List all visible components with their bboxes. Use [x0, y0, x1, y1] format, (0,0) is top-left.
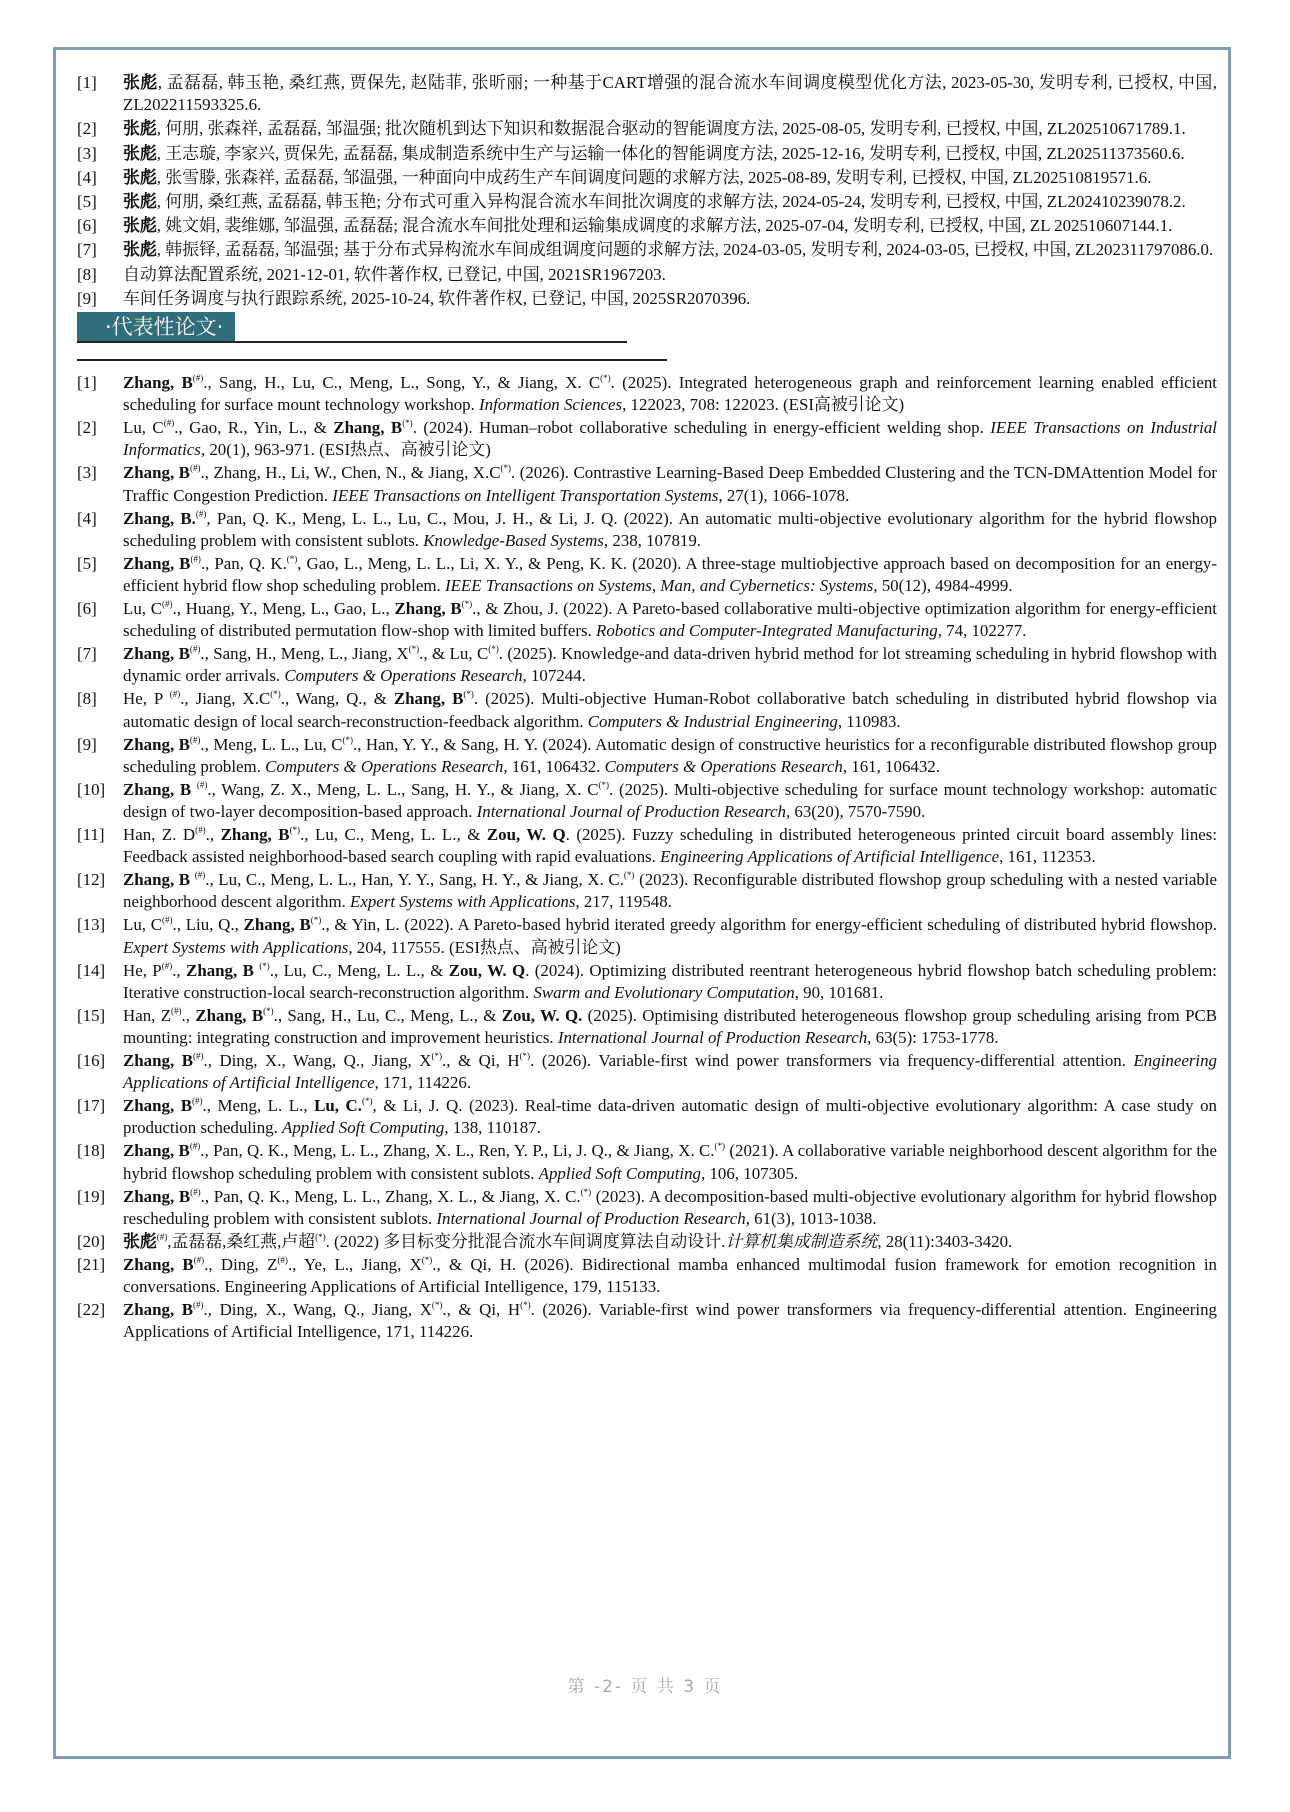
paper-item [77, 779, 1217, 823]
reference-fragment: (2021). A collaborative variable neighborhood descent algorithm for the hybrid flowshop scheduling problem with consistent sublots. [123, 1141, 1217, 1183]
reference-number: [6] [77, 216, 97, 236]
reference-number: [15] [77, 1005, 106, 1025]
paper-item [77, 1140, 1217, 1184]
reference-fragment: ., Sang, H., Lu, C., Meng, L., Song, Y., & Jiang, X. C [203, 373, 601, 393]
author-name: Zhang, B [123, 1141, 190, 1161]
reference-fragment: ,孟磊磊,桑红燕,卢超 [167, 1231, 316, 1251]
reference-fragment: . (2025). Knowledge-and data-driven hybrid method for lot streaming scheduling in hybrid flowshop with dynamic order arrivals. [123, 644, 1217, 686]
reference-text [123, 264, 1217, 286]
reference-text [123, 239, 1217, 261]
reference-fragment: . (2026). Variable-first wind power transformers via frequency-differential attention. Engineering Applications of Artificial Intelligence, 171, 114226. [123, 1300, 1217, 1342]
author-name: Zhang, B [123, 373, 193, 393]
author-mark: (#) [161, 960, 173, 971]
author-name: Zhang, B [393, 689, 464, 709]
author-mark: (*) [519, 1051, 531, 1062]
reference-number: [7] [77, 644, 97, 664]
reference-text [123, 215, 1217, 237]
author-name: Zhang, B [186, 960, 260, 980]
reference-fragment: , 28(11):3403-3420. [877, 1231, 1013, 1251]
reference-fragment: . (2025). Multi-objective Human-Robot collaborative batch scheduling in distributed hybrid flowshop via automatic design of local search-reconstruction-feedback algorithm. [123, 689, 1218, 731]
author-mark: (*) [600, 373, 611, 384]
reference-text [123, 1254, 1217, 1298]
reference-fragment: (2023). A decomposition-based multi-objective evolutionary algorithm for hybrid flowshop rescheduling problem with consistent sublots. [123, 1186, 1218, 1228]
reference-number: [2] [77, 418, 97, 438]
patent-item [77, 118, 1217, 140]
journal-name: Expert Systems with Applications [123, 937, 349, 957]
author-mark: (#) [189, 463, 201, 474]
author-mark: (#) [196, 779, 208, 790]
reference-text [123, 960, 1217, 1004]
reference-fragment: , Gao, L., Meng, L. L., Li, X. Y., & Peng, K. K. (2020). A three-stage multiobjective approach based on decomposition for an energy-efficient hybrid flow shop scheduling problem. [123, 553, 1217, 596]
reference-text [123, 143, 1217, 165]
author-mark: (*) [259, 960, 270, 971]
reference-fragment: , 161, 112353. [999, 847, 1096, 867]
paper-item [77, 824, 1217, 868]
author-mark: (*) [431, 1300, 443, 1311]
paper-item [77, 960, 1217, 1004]
reference-fragment: He, P [123, 960, 162, 980]
reference-fragment: ., Lu, C., Meng, L. L., & [300, 825, 487, 845]
reference-text [123, 779, 1217, 823]
reference-body: , 何朋, 张森祥, 孟磊磊, 邹温强; 批次随机到达下知识和数据混合驱动的智能调度方法, 2025-08-05, 发明专利, 已授权, 中国, ZL202510671789.1. [156, 119, 1186, 139]
author-name: Zhang, B [220, 825, 290, 845]
author-name: 张彪 [123, 167, 157, 187]
reference-number: [10] [77, 779, 106, 799]
author-mark: (*) [714, 1141, 726, 1152]
author-mark: (#) [193, 1300, 204, 1311]
reference-fragment: , & Li, J. Q. (2023). Real-time data-driven automatic design of multi-objective evolutionary algorithm: A case study on production scheduling. [123, 1096, 1218, 1138]
reference-fragment: , 63(5): 1753-1778. [867, 1028, 999, 1048]
reference-text [123, 688, 1217, 732]
author-mark: (*) [310, 915, 322, 926]
paper-item [77, 643, 1217, 687]
patent-item [77, 167, 1217, 189]
author-name: Zhang, B [123, 1254, 194, 1274]
author-mark: (*) [488, 644, 499, 655]
author-name: Zhang, B [394, 599, 462, 619]
reference-text [123, 167, 1217, 189]
patent-item [77, 288, 1217, 310]
reference-body: , 何朋, 桑红燕, 孟磊磊, 韩玉艳; 分布式可重入异构混合流水车间批次调度的求解方法, 2024-05-24, 发明专利, 已授权, 中国, ZL202410239078.2. [156, 192, 1186, 212]
reference-fragment: ., Zhang, H., Li, W., Chen, N., & Jiang, X.C [200, 463, 501, 483]
author-mark: (*) [270, 689, 281, 700]
reference-fragment: , 27(1), 1066-1078. [718, 485, 850, 505]
reference-text [123, 869, 1217, 913]
reference-number: [3] [77, 143, 97, 163]
journal-name: 计算机集成制造系统 [725, 1231, 878, 1251]
author-mark: (#) [162, 915, 173, 926]
reference-number: [6] [77, 599, 97, 619]
reference-number: [7] [77, 240, 97, 260]
author-name: Zhang, B [243, 915, 311, 935]
author-name: Zhang, B [123, 870, 195, 890]
patent-item [77, 72, 1217, 116]
author-name: Zhang, B [123, 1186, 191, 1206]
reference-fragment: (2023). Reconfigurable distributed flowshop group scheduling with a nested variable neighborhood descent algorithm. [123, 870, 1217, 912]
reference-text [123, 824, 1217, 868]
reference-number: [22] [77, 1300, 106, 1320]
reference-fragment: . (2024). Optimizing distributed reentrant heterogeneous hybrid flowshop batch scheduling problem: Iterative construction-local search-reconstruction algorithm. [123, 960, 1217, 1002]
reference-fragment: , Pan, Q. K., Meng, L. L., Lu, C., Mou, J. H., & Li, J. Q. (2022). An automatic multi-objective evolutionary algorithm for the hybrid flowshop scheduling problem with consistent sublots. [123, 508, 1217, 550]
reference-number: [9] [77, 288, 97, 308]
journal-name: Computers & Operations Research [604, 756, 843, 776]
reference-fragment: ., Lu, C., Meng, L. L., & [269, 960, 449, 980]
reference-fragment: ., [172, 960, 187, 980]
journal-name: Computers & Industrial Engineering [587, 711, 838, 731]
author-name: 张彪 [123, 240, 157, 260]
reference-fragment: , 20(1), 963-971. (ESI热点、高被引论文) [200, 440, 491, 460]
paper-item [77, 869, 1217, 913]
reference-fragment: , 90, 101681. [794, 982, 884, 1002]
author-mark: (*) [286, 553, 298, 564]
section-divider [77, 341, 627, 343]
author-mark: (#) [192, 373, 204, 384]
author-name: Zhang, B [123, 1051, 193, 1071]
journal-name: Robotics and Computer-Integrated Manufacturing [596, 621, 938, 641]
paper-item [77, 1231, 1217, 1253]
journal-name: IEEE Transactions on Industrial Informatics [123, 418, 1217, 460]
author-name: Zhang, B [123, 779, 197, 799]
author-mark: (#) [192, 1096, 203, 1107]
author-name: 张彪 [123, 73, 158, 92]
author-name: Zhang, B [123, 463, 190, 483]
author-mark: (#) [190, 553, 201, 564]
author-mark: (#) [189, 644, 201, 655]
reference-number: [4] [77, 508, 97, 528]
paper-item [77, 372, 1217, 416]
author-mark: (*) [580, 1186, 592, 1197]
reference-fragment: , 50(12), 4984-4999. [873, 576, 1013, 596]
reference-text [123, 643, 1217, 687]
reference-body: , 韩振铎, 孟磊磊, 邹温强; 基于分布式异构流水车间成组调度问题的求解方法, 2024-03-05, 发明专利, 2024-03-05, 已授权, 中国, ZL202311797086.0. [156, 240, 1214, 260]
paper-item [77, 1005, 1217, 1049]
author-name: Zhang, B [123, 644, 190, 664]
author-name: Zhang, B [123, 734, 190, 754]
author-mark: (*) [500, 463, 511, 474]
journal-name: Applied Soft Computing [282, 1118, 445, 1138]
reference-fragment: ., Ding, Z [204, 1254, 278, 1274]
reference-text [123, 118, 1217, 140]
author-mark: (*) [263, 1005, 274, 1016]
reference-fragment: , 161, 106432. [503, 756, 605, 776]
reference-fragment: . (2025). Fuzzy scheduling in distributed heterogeneous printed circuit board assembly lines: Feedback assisted neighborhood-based search coupling with rapid evaluations. [123, 825, 1218, 867]
reference-fragment: ., Ding, X., Wang, Q., Jiang, X [203, 1300, 432, 1320]
reference-fragment: . (2024). Human–robot collaborative scheduling in energy-efficient welding shop. [412, 418, 991, 438]
reference-number: [14] [77, 960, 106, 980]
reference-fragment: , 138, 110187. [444, 1118, 541, 1138]
reference-fragment: . (2025). Multi-objective scheduling for surface mount technology workshop: automatic design of two-layer decomposition-based approach. [123, 779, 1217, 822]
reference-fragment: , 217, 119548. [575, 892, 672, 912]
reference-fragment: Han, Z. D [123, 825, 196, 845]
reference-number: [8] [77, 689, 97, 709]
reference-number: [12] [77, 870, 106, 890]
reference-fragment: ., [181, 1005, 196, 1025]
reference-text [123, 914, 1217, 958]
patent-item [77, 215, 1217, 237]
paper-item [77, 417, 1217, 461]
paper-item [77, 553, 1217, 597]
reference-fragment: . (2026). Contrastive Learning-Based Deep Embedded Clustering and the TCN-DMAttention Model for Traffic Congestion Prediction. [123, 463, 1218, 505]
reference-fragment: (2025). Optimising distributed heterogeneous flowshop group scheduling arising from PCB mounting: integrating construction and improvement heuristics. [123, 1005, 1218, 1048]
journal-name: Computers & Operations Research [284, 666, 523, 686]
author-mark: (#) [190, 1186, 201, 1197]
journal-name: International Journal of Production Research [436, 1208, 746, 1228]
author-mark: (*) [463, 689, 474, 700]
reference-text [123, 191, 1217, 213]
reference-fragment: , 161, 106432. [842, 756, 940, 776]
reference-fragment: ., Jiang, X.C [180, 689, 271, 709]
reference-fragment: ., Meng, L. L., Lu, C [200, 734, 343, 754]
reference-number: [2] [77, 119, 97, 139]
author-mark: (*) [361, 1096, 373, 1107]
author-mark: (#) [195, 825, 206, 836]
reference-text [123, 1299, 1217, 1343]
reference-fragment: ., Sang, H., Lu, C., Meng, L., & [273, 1005, 502, 1025]
reference-fragment: ., Lu, C., Meng, L. L., Han, Y. Y., Sang, H. Y., & Jiang, X. C. [205, 870, 624, 890]
journal-name: IEEE Transactions on Intelligent Transportation Systems [332, 485, 719, 505]
reference-text [123, 1140, 1217, 1184]
author-mark: (#) [171, 1005, 182, 1016]
reference-fragment: ., Pan, Q. K. [200, 553, 287, 573]
reference-fragment: ., & Qi, H. (2026). Bidirectional mamba enhanced multimodal fusion framework for emotion recognition in conversations. Engineering Applications of Artificial Intelligence, 179, 115133. [123, 1254, 1217, 1297]
author-name: 张彪 [123, 216, 157, 236]
reference-fragment: He, P [123, 689, 170, 709]
reference-number: [1] [77, 373, 97, 393]
reference-fragment: ., Ye, L., Jiang, X [287, 1254, 422, 1274]
journal-name: Expert Systems with Applications [350, 892, 576, 912]
journal-name: Information Sciences [479, 395, 623, 415]
reference-number: [21] [77, 1254, 106, 1274]
paper-item [77, 1299, 1217, 1343]
author-mark: (#) [277, 1254, 288, 1265]
reference-body: , 王志璇, 李家兴, 贾保先, 孟磊磊, 集成制造系统中生产与运输一体化的智能调度方法, 2025-12-16, 发明专利, 已授权, 中国, ZL202511373560.6. [156, 143, 1185, 163]
reference-fragment: ., Gao, R., Yin, L., & [174, 418, 334, 438]
reference-body: 自动算法配置系统, 2021-12-01, 软件著作权, 已登记, 中国, 2021SR1967203. [123, 264, 666, 284]
reference-fragment: Han, Z [123, 1005, 172, 1025]
paper-item [77, 1050, 1217, 1094]
author-name: Lu, C. [314, 1096, 362, 1116]
section-header [77, 312, 1217, 372]
reference-fragment: ., & Qi, H [442, 1051, 520, 1071]
paper-item [77, 734, 1217, 778]
reference-fragment: , 238, 107819. [603, 530, 701, 550]
reference-fragment: ., Meng, L. L., [202, 1096, 315, 1116]
reference-text [123, 72, 1217, 116]
reference-fragment: , 74, 102277. [937, 621, 1027, 641]
reference-text [123, 462, 1217, 506]
paper-item [77, 1186, 1217, 1230]
reference-number: [3] [77, 463, 97, 483]
reference-fragment: Lu, C [123, 599, 162, 619]
reference-fragment: . (2022) 多目标变分批混合流水车间调度算法自动设计. [325, 1231, 726, 1251]
journal-name: Engineering Applications of Artificial Intelligence [123, 1051, 1217, 1093]
reference-body: 车间任务调度与执行跟踪系统, 2025-10-24, 软件著作权, 已登记, 中国, 2025SR2070396. [123, 288, 751, 308]
reference-text [123, 508, 1217, 552]
reference-text [123, 372, 1217, 416]
reference-fragment: , 106, 107305. [701, 1163, 799, 1183]
author-mark: (*) [342, 734, 353, 745]
author-name: Zhang, B [123, 1300, 194, 1320]
reference-text [123, 288, 1217, 310]
reference-text [123, 598, 1217, 642]
reference-number: [8] [77, 264, 97, 284]
reference-fragment: ., Han, Y. Y., & Sang, H. Y. (2024). Automatic design of constructive heuristics for a reconfigurable distributed flowshop group scheduling problem. [123, 734, 1217, 776]
reference-fragment: , 110983. [837, 711, 901, 731]
author-mark: (#) [195, 508, 207, 519]
reference-text [123, 553, 1217, 597]
reference-number: [5] [77, 192, 97, 212]
author-mark: (*) [402, 418, 413, 429]
journal-name: IEEE Transactions on Systems, Man, and Cybernetics: Systems [444, 576, 874, 596]
patent-list [77, 72, 1217, 310]
section-divider [77, 359, 667, 361]
paper-item [77, 462, 1217, 506]
paper-item [77, 1095, 1217, 1139]
patent-item [77, 239, 1217, 261]
reference-text [123, 417, 1217, 461]
author-mark: (#) [169, 689, 181, 700]
reference-fragment: , 63(20), 7570-7590. [785, 802, 926, 822]
author-mark: (#) [189, 734, 201, 745]
reference-fragment: ., Wang, Z. X., Meng, L. L., Sang, H. Y., & Jiang, X. C [207, 779, 599, 799]
paper-item [77, 688, 1217, 732]
reference-number: [13] [77, 915, 106, 935]
page-footer: 第 -2- 页 共 3 页 [567, 1677, 723, 1697]
paper-item [77, 914, 1217, 958]
reference-body: , 姚文娟, 裴维娜, 邹温强, 孟磊磊; 混合流水车间批处理和运输集成调度的求解方法, 2025-07-04, 发明专利, 已授权, 中国, ZL 202510607144.1. [156, 216, 1173, 236]
journal-name: International Journal of Production Research [557, 1028, 868, 1048]
reference-fragment: ., Sang, H., Meng, L., Jiang, X [200, 644, 409, 664]
reference-number: [18] [77, 1141, 106, 1161]
author-name: 张彪 [123, 1231, 157, 1251]
reference-number: [11] [77, 825, 105, 845]
author-mark: (*) [289, 825, 301, 836]
paper-item [77, 508, 1217, 552]
paper-item [77, 598, 1217, 642]
reference-text [123, 1095, 1217, 1139]
patent-item [77, 143, 1217, 165]
patent-item [77, 191, 1217, 213]
patent-item [77, 264, 1217, 286]
author-name: Zou, W. Q [486, 825, 566, 845]
reference-fragment: ., Liu, Q., [172, 915, 244, 935]
reference-body: , 张雪滕, 张森祥, 孟磊磊, 邹温强, 一种面向中成药生产车间调度问题的求解方法, 2025-08-89, 发明专利, 已授权, 中国, ZL202510819571.6. [156, 167, 1152, 187]
author-name: Zhang, B. [123, 508, 196, 528]
reference-fragment: , 171, 114226. [374, 1073, 472, 1093]
author-mark: (*) [520, 1300, 531, 1311]
reference-fragment: ., [205, 825, 221, 845]
reference-text [123, 1231, 1217, 1253]
author-mark: (#) [193, 1254, 205, 1265]
author-mark: (#) [194, 870, 206, 881]
author-name: Zhang, B [195, 1005, 264, 1025]
author-name: Zou, W. Q [448, 960, 526, 980]
reference-text [123, 734, 1217, 778]
author-name: Zhang, B [333, 418, 403, 438]
section-title: ·代表性论文· [77, 312, 235, 342]
reference-fragment: ., Wang, Q., & [280, 689, 394, 709]
author-name: Zou, W. Q. [501, 1005, 583, 1025]
reference-number: [19] [77, 1186, 106, 1206]
journal-name: Computers & Operations Research [265, 756, 504, 776]
journal-name: Knowledge-Based Systems [423, 530, 604, 550]
reference-number: [9] [77, 734, 97, 754]
author-mark: (*) [408, 644, 420, 655]
reference-number: [16] [77, 1051, 106, 1071]
journal-name: International Journal of Production Research [476, 802, 786, 822]
reference-number: [4] [77, 167, 97, 187]
author-name: 张彪 [123, 192, 157, 212]
reference-fragment: ., Pan, Q. K., Meng, L. L., Zhang, X. L., & Jiang, X. C. [200, 1186, 581, 1206]
reference-fragment: ., & Qi, H [442, 1300, 521, 1320]
author-mark: (#) [156, 1231, 168, 1242]
reference-fragment: ., & Yin, L. (2022). A Pareto-based hybrid iterated greedy algorithm for energy-efficient scheduling of distributed hybrid flowshop. [321, 915, 1217, 935]
author-mark: (*) [431, 1051, 442, 1062]
reference-fragment: ., Huang, Y., Meng, L., Gao, L., [172, 599, 395, 619]
reference-text [123, 1186, 1217, 1230]
author-name: 张彪 [123, 119, 157, 139]
reference-number: [5] [77, 553, 97, 573]
reference-text [123, 1005, 1217, 1049]
reference-fragment: ., Pan, Q. K., Meng, L. L., Zhang, X. L., Ren, Y. P., Li, J. Q., & Jiang, X. C. [200, 1141, 715, 1161]
paper-list [77, 372, 1217, 1343]
reference-number: [17] [77, 1096, 106, 1116]
journal-name: Swarm and Evolutionary Computation [533, 982, 795, 1002]
author-mark: (#) [163, 418, 175, 429]
reference-fragment: ., & Lu, C [419, 644, 489, 664]
reference-fragment: . (2025). Integrated heterogeneous graph and reinforcement learning enabled efficient scheduling for surface mount technology workshop. [123, 373, 1218, 415]
author-name: 张彪 [123, 143, 157, 163]
reference-body: , 孟磊磊, 韩玉艳, 桑红燕, 贾保先, 赵陆菲, 张昕丽; 一种基于CART增强的混合流水车间调度模型优化方法, 2023-05-30, 发明专利, 已授权, 中国, ZL202211593325.6. [123, 73, 1217, 115]
journal-name: Engineering Applications of Artificial Intelligence [660, 847, 1000, 867]
paper-item [77, 1254, 1217, 1298]
author-mark: (*) [461, 599, 473, 610]
author-mark: (#) [189, 1141, 201, 1152]
reference-fragment: , 122023, 708: 122023. (ESI高被引论文) [622, 395, 905, 415]
author-mark: (*) [623, 870, 635, 881]
author-mark: (*) [315, 1231, 326, 1242]
reference-fragment: , 204, 117555. (ESI热点、高被引论文) [348, 937, 621, 957]
reference-number: [20] [77, 1231, 106, 1251]
reference-fragment: . (2026). Variable-first wind power transformers via frequency-differential attention. [530, 1051, 1134, 1071]
author-mark: (#) [161, 599, 173, 610]
reference-text [123, 1050, 1217, 1094]
reference-fragment: , 61(3), 1013-1038. [745, 1208, 877, 1228]
author-mark: (#) [192, 1051, 204, 1062]
reference-fragment: Lu, C [123, 915, 163, 935]
author-mark: (*) [421, 1254, 433, 1265]
page-content [77, 72, 1217, 1344]
reference-fragment: ., & Zhou, J. (2022). A Pareto-based collaborative multi-objective optimization algorithm for energy-efficient scheduling of distributed permutation flow-shop with limited buffers. [123, 599, 1217, 641]
reference-fragment: ., Ding, X., Wang, Q., Jiang, X [203, 1051, 432, 1071]
journal-name: Applied Soft Computing [538, 1163, 702, 1183]
reference-number: [1] [77, 73, 97, 92]
author-name: Zhang, B [123, 1096, 192, 1116]
reference-fragment: , 107244. [522, 666, 586, 686]
author-name: Zhang, B [123, 553, 191, 573]
reference-fragment: Lu, C [123, 418, 164, 438]
author-mark: (*) [598, 779, 609, 790]
